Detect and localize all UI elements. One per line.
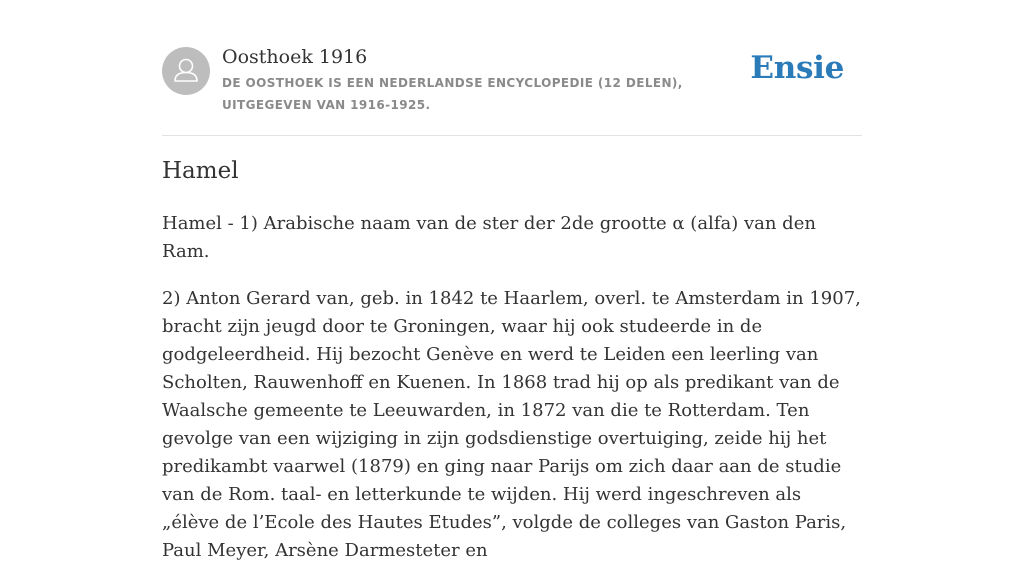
brand-logo[interactable]: Ensie <box>750 50 844 86</box>
entry-paragraph: Hamel - 1) Arabische naam van de ster der 2de grootte α (alfa) van den Ram. <box>162 213 816 262</box>
source-title[interactable]: Oosthoek 1916 <box>222 46 368 68</box>
source-header <box>162 44 862 136</box>
entry-title: Hamel <box>162 158 239 184</box>
user-silhouette-icon[interactable] <box>162 47 210 95</box>
entry-body <box>162 210 862 584</box>
source-description: DE OOSTHOEK IS EEN NEDERLANDSE ENCYCLOPEDIE (12 DELEN), UITGEGEVEN VAN 1916-1925. <box>222 76 683 112</box>
entry-paragraph: 2) Anton Gerard van, geb. in 1842 te Haarlem, overl. te Amsterdam in 1907, bracht zijn jeugd door te Groningen, waar hij ook studeerde in de godgeleerdheid. Hij bezocht Genève en werd te Leiden een leerling van Scholten, Rauwenhoff en Kuenen. In 1868 trad hij op als predikant van de Waalsche gemeente te Leeuwarden, in 1872 van die te Rotterdam. Ten gevolge van een wijziging in zijn godsdienstige overtuiging, zeide hij het predikambt vaarwel (1879) en ging naar Parijs om zich daar aan de studie van de Rom. taal- en letterkunde te wijden. Hij werd ingeschreven als „élève de l’Ecole des Hautes Etudes”, volgde de colleges van Gaston Paris, Paul Meyer, Arsène Darmesteter en <box>162 288 861 561</box>
